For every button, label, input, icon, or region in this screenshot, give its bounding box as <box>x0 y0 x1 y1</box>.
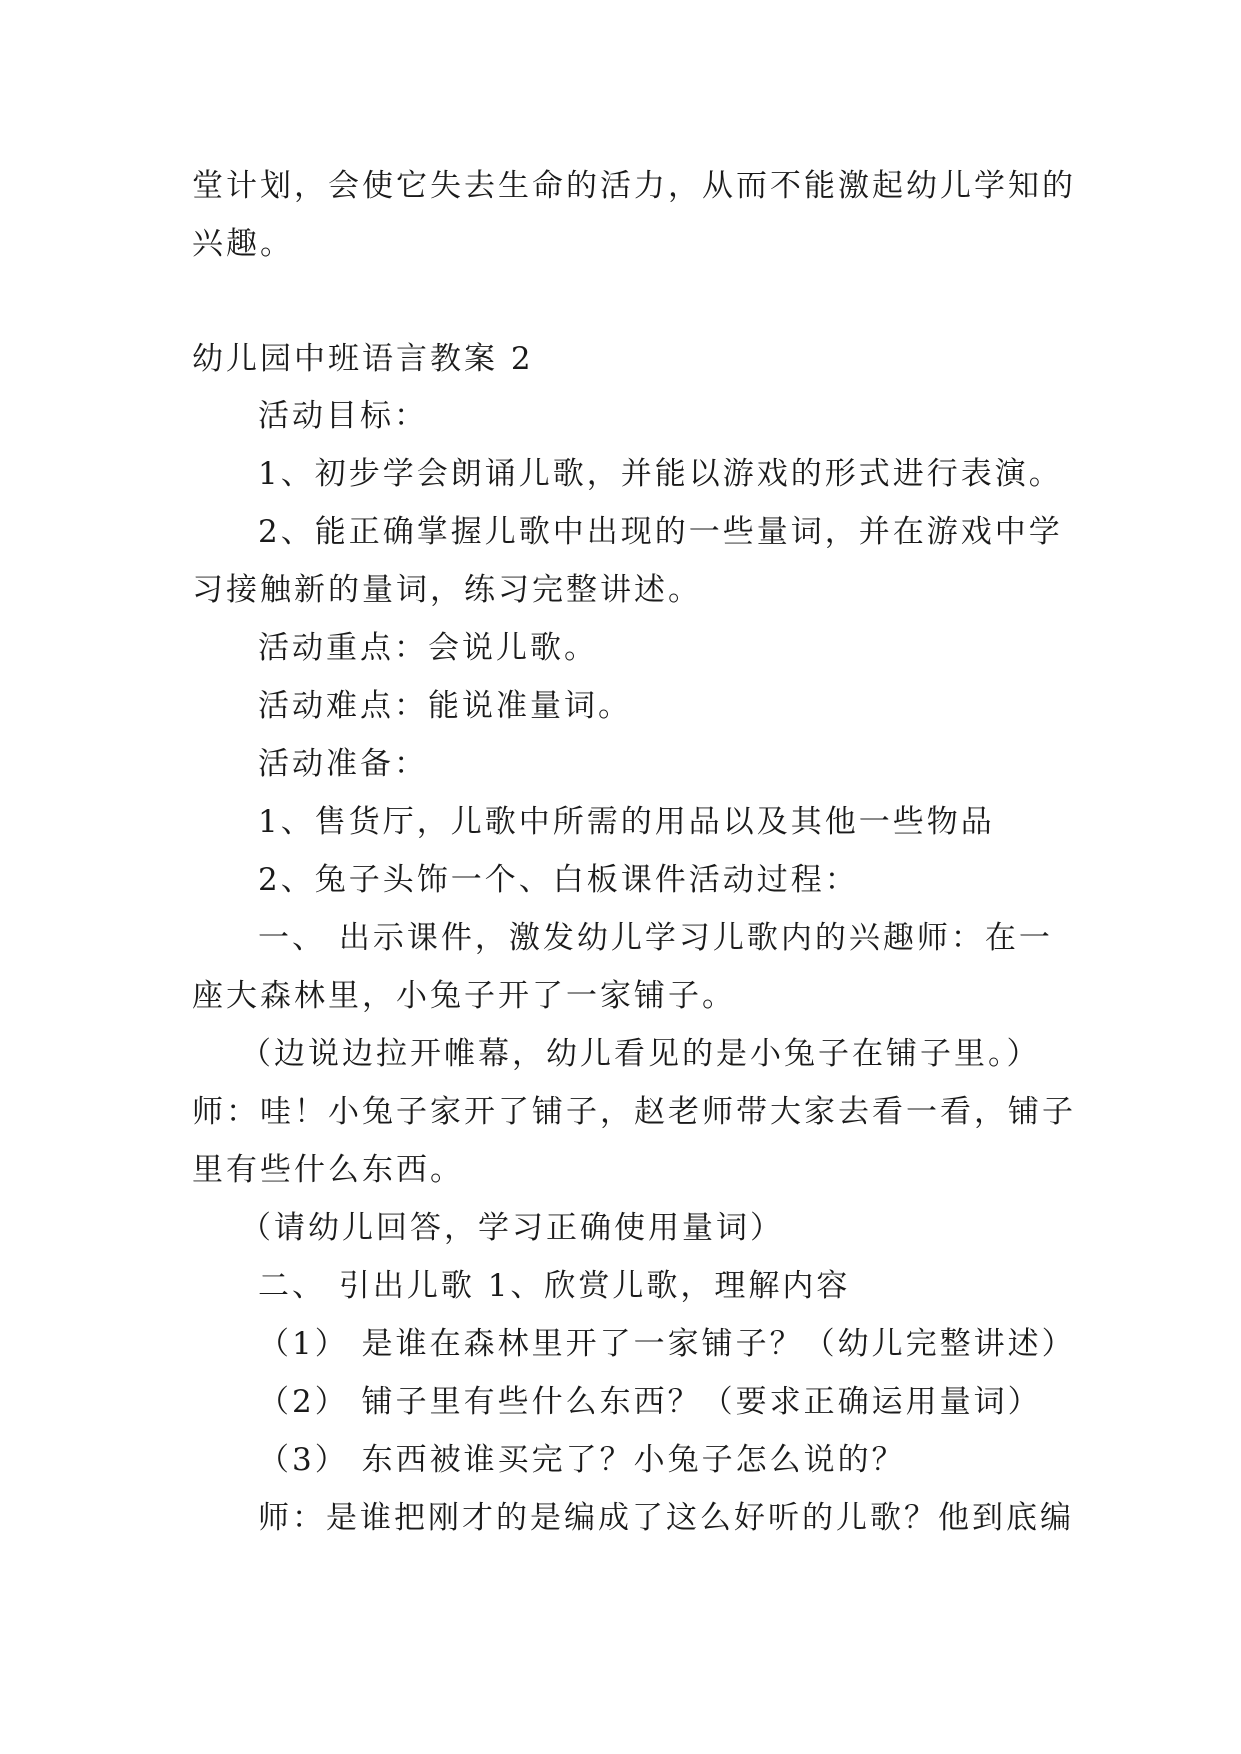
paragraph-line: 二、 引出儿歌 1、欣赏儿歌，理解内容 <box>258 1268 851 1304</box>
paragraph-line: 活动准备： <box>258 746 428 782</box>
paragraph-line: 1、初步学会朗诵儿歌，并能以游戏的形式进行表演。 <box>258 456 1063 492</box>
paragraph-line: 师：是谁把刚才的是编成了这么好听的儿歌？他到底编 <box>258 1500 1074 1536</box>
paragraph-line: （2） 铺子里有些什么东西？（要求正确运用量词） <box>258 1384 1042 1420</box>
paragraph-line: 2、能正确掌握儿歌中出现的一些量词，并在游戏中学 <box>258 514 1063 550</box>
paragraph-line: 活动难点：能说准量词。 <box>258 688 632 724</box>
paragraph-line: （1） 是谁在森林里开了一家铺子？（幼儿完整讲述） <box>258 1326 1076 1362</box>
paragraph-line: （3） 东西被谁买完了？小兔子怎么说的？ <box>258 1442 906 1478</box>
paragraph-line: 2、兔子头饰一个、白板课件活动过程： <box>258 862 859 898</box>
paragraph-line: 活动目标： <box>258 398 428 434</box>
paragraph-line: 堂计划，会使它失去生命的活力，从而不能激起幼儿学知的 <box>192 168 1076 204</box>
paragraph-line: （请幼儿回答，学习正确使用量词） <box>240 1210 784 1246</box>
paragraph-line: 1、售货厅，儿歌中所需的用品以及其他一些物品 <box>258 804 995 840</box>
paragraph-line: 兴趣。 <box>192 226 294 262</box>
paragraph-line: 一、 出示课件，激发幼儿学习儿歌内的兴趣师：在一 <box>258 920 1053 956</box>
section-title: 幼儿园中班语言教案 2 <box>192 341 534 377</box>
paragraph-line: 里有些什么东西。 <box>192 1152 464 1188</box>
paragraph-line: 师：哇！小兔子家开了铺子，赵老师带大家去看一看，铺子 <box>192 1094 1076 1130</box>
paragraph-line: 习接触新的量词，练习完整讲述。 <box>192 572 702 608</box>
paragraph-line: 活动重点：会说儿歌。 <box>258 630 598 666</box>
paragraph-line: 座大森林里，小兔子开了一家铺子。 <box>192 978 736 1014</box>
paragraph-line: （边说边拉开帷幕，幼儿看见的是小兔子在铺子里。） <box>240 1036 1041 1072</box>
